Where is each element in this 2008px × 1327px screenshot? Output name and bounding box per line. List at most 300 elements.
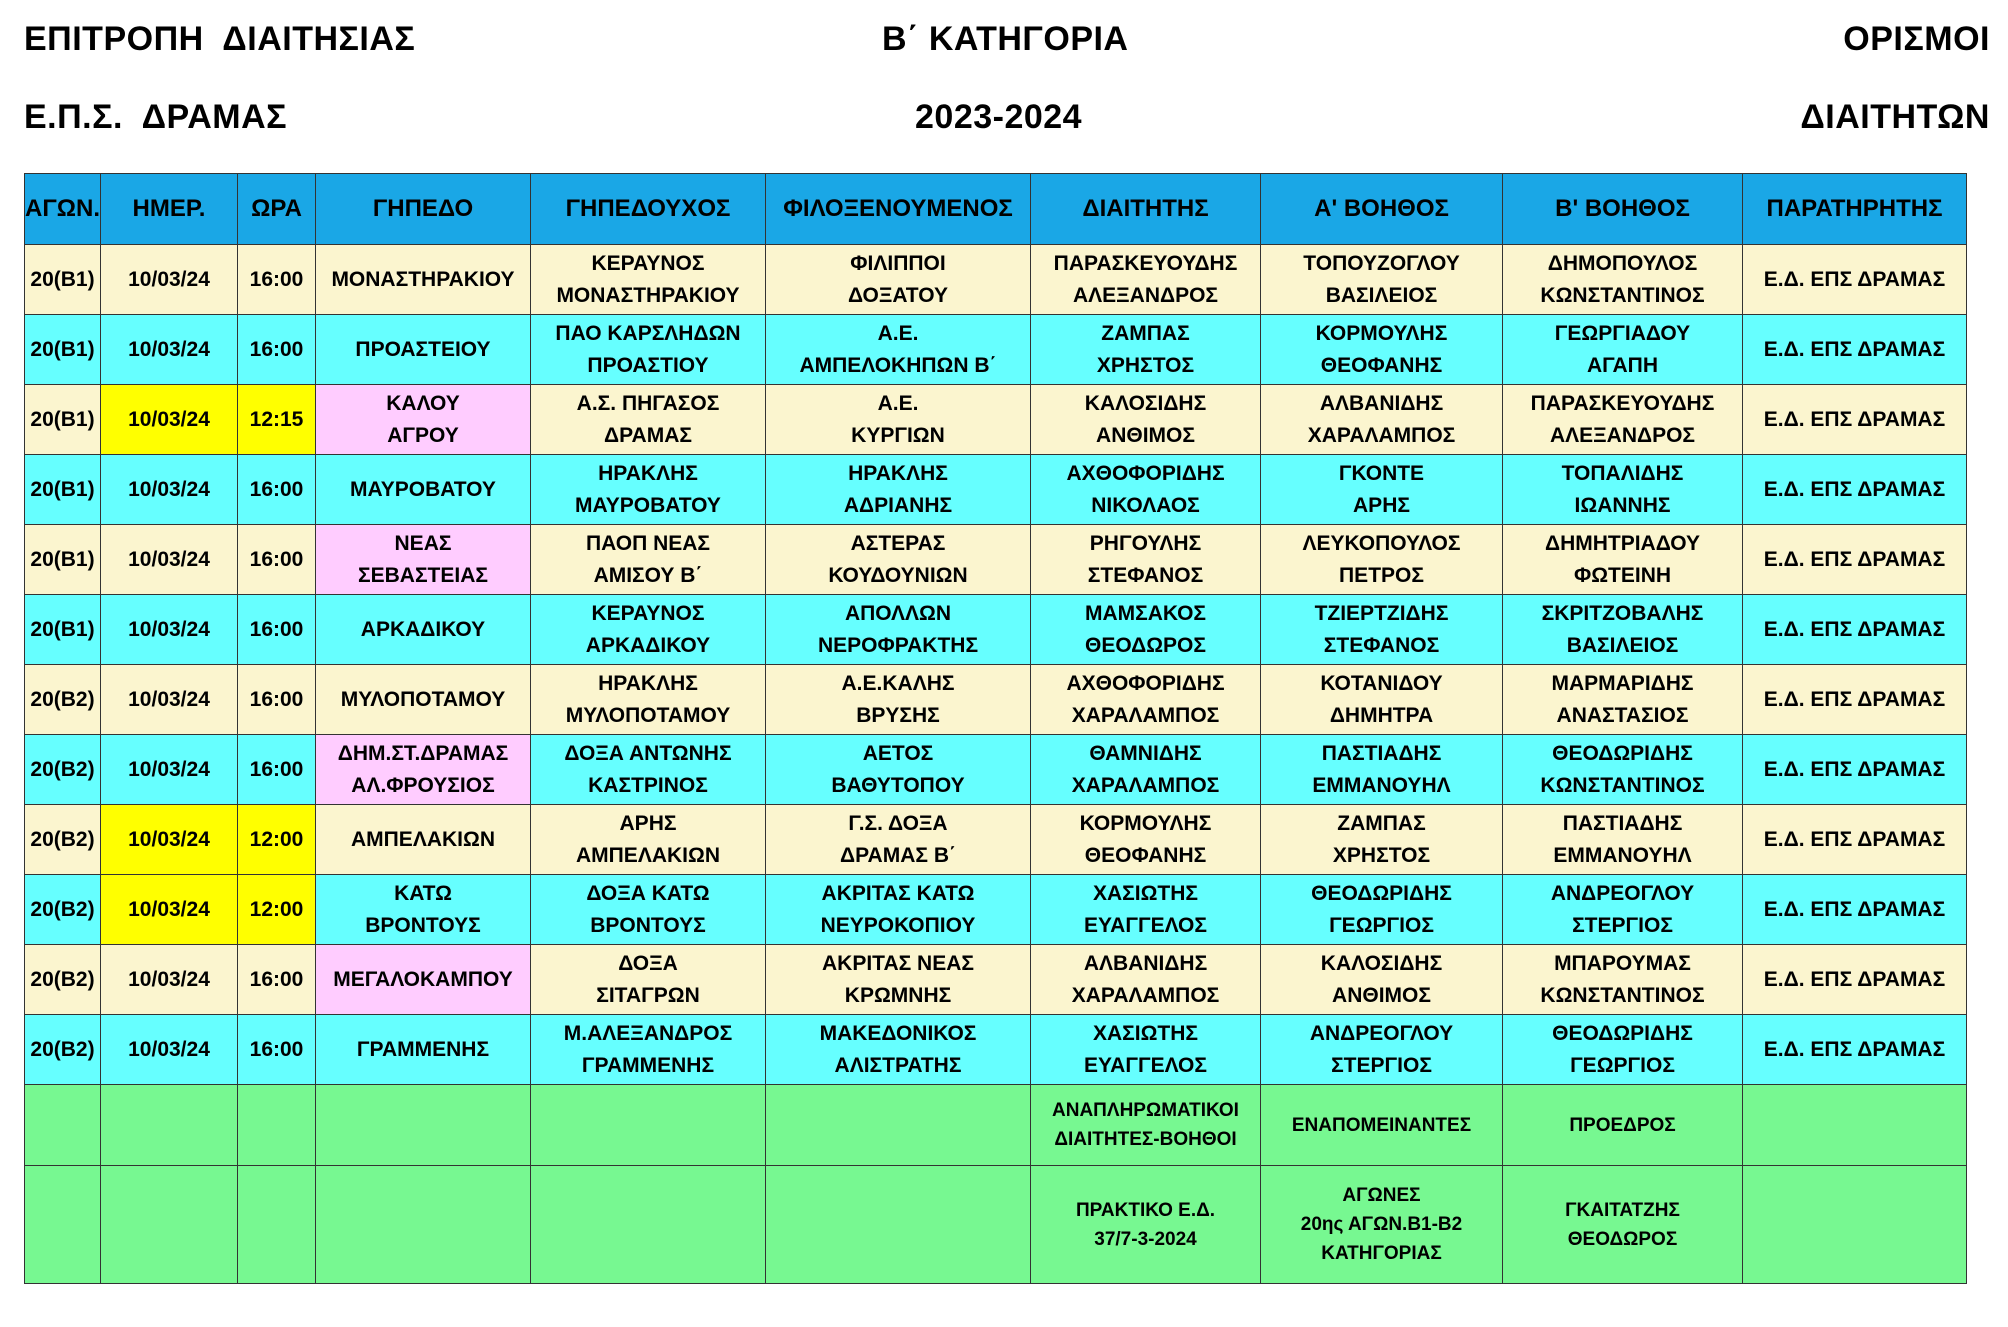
away-team-cell-line: ΗΡΑΚΛΗΣ (848, 461, 948, 485)
referee-cell-line: ΖΑΜΠΑΣ (1101, 321, 1190, 345)
referee-cell-line: ΧΑΡΑΛΑΜΠΟΣ (1071, 983, 1220, 1007)
referee-cell-line: ΑΧΘΟΦΟΡΙΔΗΣ (1066, 461, 1225, 485)
assistant2-cell-line: ΑΝΑΣΤΑΣΙΟΣ (1556, 703, 1689, 727)
date-cell: 10/03/24 (101, 245, 238, 315)
assistant2-cell-line: ΘΕΟΔΩΡΙΔΗΣ (1552, 741, 1693, 765)
time-cell: 16:00 (238, 945, 316, 1015)
assistant1-cell-line: ΖΑΜΠΑΣ (1337, 811, 1426, 835)
assistant2-cell (1503, 945, 1743, 1015)
assistant2-cell (1503, 735, 1743, 805)
table-row (25, 455, 1967, 525)
game-cell: 20(Β2) (25, 945, 101, 1015)
assistant1-cell-line: ΣΤΕΦΑΝΟΣ (1323, 633, 1440, 657)
footer-president-label (1503, 1085, 1743, 1166)
col-header-assistant2: Β' ΒΟΗΘΟΣ (1503, 174, 1743, 245)
away-team-cell (766, 455, 1031, 525)
observer-cell: Ε.Δ. ΕΠΣ ΔΡΑΜΑΣ (1743, 455, 1967, 525)
referee-cell-line: ΧΡΗΣΤΟΣ (1096, 353, 1195, 377)
assistant1-cell-line: ΧΡΗΣΤΟΣ (1332, 843, 1431, 867)
home-team-cell-line: ΠΑΟΠ ΝΕΑΣ (585, 531, 711, 555)
away-team-cell-line: ΔΡΑΜΑΣ Β΄ (840, 843, 956, 867)
assistant2-cell-line: ΠΑΡΑΣΚΕΥΟΥΔΗΣ (1530, 391, 1715, 415)
away-team-cell-line: ΑΣΤΕΡΑΣ (850, 531, 946, 555)
home-team-cell-line: ΑΡΚΑΔΙΚΟΥ (585, 633, 711, 657)
time-cell: 16:00 (238, 245, 316, 315)
assistant2-cell (1503, 455, 1743, 525)
col-header-observer: ΠΑΡΑΤΗΡΗΤΗΣ (1743, 174, 1967, 245)
away-team-cell-line: ΚΥΡΓΙΩΝ (851, 423, 945, 447)
field-cell (316, 875, 531, 945)
header-association: Ε.Π.Σ. ΔΡΑΜΑΣ (24, 98, 288, 136)
home-team-cell-line: ΣΙΤΑΓΡΩΝ (596, 983, 700, 1007)
game-cell: 20(Β2) (25, 805, 101, 875)
footer-substitutes-label (1031, 1085, 1261, 1166)
date-cell: 10/03/24 (101, 875, 238, 945)
game-cell: 20(Β2) (25, 665, 101, 735)
field-cell-line: ΑΛ.ΦΡΟΥΣΙΟΣ (351, 773, 495, 797)
date-cell: 10/03/24 (101, 385, 238, 455)
footer-games-note (1261, 1166, 1503, 1284)
home-team-cell-line: ΒΡΟΝΤΟΥΣ (590, 913, 706, 937)
away-team-cell (766, 1015, 1031, 1085)
home-team-cell (531, 315, 766, 385)
referee-cell (1031, 875, 1261, 945)
footer-empty-cell (101, 1085, 238, 1166)
table-row (25, 945, 1967, 1015)
date-cell: 10/03/24 (101, 525, 238, 595)
field-cell-line: ΜΕΓΑΛΟΚΑΜΠΟΥ (333, 967, 513, 991)
col-header-date: ΗΜΕΡ. (101, 174, 238, 245)
time-cell: 12:00 (238, 875, 316, 945)
home-team-cell-line: ΑΜΙΣΟΥ Β΄ (593, 563, 703, 587)
assistant2-cell-line: ΑΓΑΠΗ (1587, 353, 1658, 377)
footer-text: ΑΝΑΠΛΗΡΩΜΑΤΙΚΟΙ (1052, 1100, 1239, 1121)
footer-empty-cell (238, 1166, 316, 1284)
assistant2-cell (1503, 805, 1743, 875)
assistant2-cell-line: ΚΩΝΣΤΑΝΤΙΝΟΣ (1540, 983, 1705, 1007)
referee-cell-line: ΕΥΑΓΓΕΛΟΣ (1084, 913, 1207, 937)
assistant2-cell (1503, 245, 1743, 315)
assistant1-cell-line: ΑΡΗΣ (1353, 493, 1410, 517)
time-cell: 12:15 (238, 385, 316, 455)
home-team-cell-line: ΜΑΥΡΟΒΑΤΟΥ (575, 493, 721, 517)
assistant1-cell (1261, 595, 1503, 665)
table-row (25, 315, 1967, 385)
time-cell: 16:00 (238, 525, 316, 595)
away-team-cell-line: ΑΚΡΙΤΑΣ ΝΕΑΣ (822, 951, 974, 975)
away-team-cell-line: Α.Ε.ΚΑΛΗΣ (841, 671, 955, 695)
table-row (25, 875, 1967, 945)
assistant1-cell-line: ΣΤΕΡΓΙΟΣ (1331, 1053, 1432, 1077)
assistant2-cell (1503, 665, 1743, 735)
footer-minutes (1031, 1166, 1261, 1284)
footer-empty-cell (25, 1085, 101, 1166)
field-cell (316, 735, 531, 805)
assistant2-cell-line: ΚΩΝΣΤΑΝΤΙΝΟΣ (1540, 283, 1705, 307)
assistant1-cell (1261, 245, 1503, 315)
assistant1-cell (1261, 805, 1503, 875)
footer-empty-cell (101, 1166, 238, 1284)
assistant2-cell-line: ΓΕΩΡΓΙΑΔΟΥ (1554, 321, 1691, 345)
home-team-cell-line: ΜΥΛΟΠΟΤΑΜΟΥ (565, 703, 731, 727)
referee-cell-line: ΚΟΡΜΟΥΛΗΣ (1079, 811, 1212, 835)
assistant2-cell-line: ΠΑΣΤΙΑΔΗΣ (1562, 811, 1683, 835)
assistant2-cell-line: ΤΟΠΑΛΙΔΗΣ (1561, 461, 1684, 485)
header-season: 2023-2024 (915, 98, 1083, 136)
observer-cell: Ε.Δ. ΕΠΣ ΔΡΑΜΑΣ (1743, 595, 1967, 665)
referee-cell-line: ΠΑΡΑΣΚΕΥΟΥΔΗΣ (1053, 251, 1238, 275)
assistant2-cell-line: ΣΤΕΡΓΙΟΣ (1572, 913, 1673, 937)
assistant1-cell-line: ΕΜΜΑΝΟΥΗΛ (1312, 773, 1451, 797)
header-category: Β΄ ΚΑΤΗΓΟΡΙΑ (882, 20, 1129, 58)
away-team-cell (766, 525, 1031, 595)
table-body (25, 245, 1967, 1085)
table-row (25, 245, 1967, 315)
time-cell: 16:00 (238, 315, 316, 385)
footer-text: ΚΑΤΗΓΟΡΙΑΣ (1321, 1243, 1442, 1264)
field-cell (316, 245, 531, 315)
table-row (25, 385, 1967, 455)
field-cell (316, 945, 531, 1015)
assistant2-cell (1503, 315, 1743, 385)
home-team-cell (531, 1015, 766, 1085)
referee-cell-line: ΧΑΡΑΛΑΜΠΟΣ (1071, 703, 1220, 727)
away-team-cell-line: ΑΔΡΙΑΝΗΣ (843, 493, 953, 517)
footer-text: ΘΕΟΔΩΡΟΣ (1567, 1228, 1678, 1250)
referee-cell-line: ΜΑΜΣΑΚΟΣ (1084, 601, 1207, 625)
assistant2-cell-line: ΣΚΡΙΤΖΟΒΑΛΗΣ (1541, 601, 1704, 625)
home-team-cell (531, 805, 766, 875)
away-team-cell-line: ΚΡΩΜΝΗΣ (844, 983, 952, 1007)
date-cell: 10/03/24 (101, 735, 238, 805)
referee-cell (1031, 665, 1261, 735)
assistant1-cell-line: ΑΝΔΡΕΟΓΛΟΥ (1309, 1021, 1454, 1045)
field-cell (316, 665, 531, 735)
assistant2-cell-line: ΙΩΑΝΝΗΣ (1574, 493, 1671, 517)
observer-cell: Ε.Δ. ΕΠΣ ΔΡΑΜΑΣ (1743, 665, 1967, 735)
home-team-cell (531, 875, 766, 945)
footer-text: 37/7-3-2024 (1094, 1228, 1197, 1250)
date-cell: 10/03/24 (101, 315, 238, 385)
assistant1-cell (1261, 315, 1503, 385)
assistant1-cell-line: ΤΟΠΟΥΖΟΓΛΟΥ (1303, 251, 1460, 275)
observer-cell: Ε.Δ. ΕΠΣ ΔΡΑΜΑΣ (1743, 945, 1967, 1015)
observer-cell: Ε.Δ. ΕΠΣ ΔΡΑΜΑΣ (1743, 805, 1967, 875)
footer-text: ΔΙΑΙΤΗΤΕΣ-ΒΟΗΘΟΙ (1054, 1129, 1237, 1150)
assistant2-cell-line: ΒΑΣΙΛΕΙΟΣ (1566, 633, 1679, 657)
away-team-cell (766, 735, 1031, 805)
time-cell: 16:00 (238, 1015, 316, 1085)
table-row (25, 525, 1967, 595)
referee-cell (1031, 455, 1261, 525)
home-team-cell (531, 945, 766, 1015)
assistant1-cell (1261, 1015, 1503, 1085)
referee-assignments-table (24, 173, 1967, 1284)
away-team-cell (766, 875, 1031, 945)
assistant2-cell-line: ΓΕΩΡΓΙΟΣ (1570, 1053, 1675, 1077)
away-team-cell-line: ΔΟΞΑΤΟΥ (847, 283, 948, 307)
field-cell (316, 595, 531, 665)
col-header-away-team: ΦΙΛΟΞΕΝΟΥΜΕΝΟΣ (766, 174, 1031, 245)
assistant2-cell-line: ΜΠΑΡΟΥΜΑΣ (1554, 951, 1691, 975)
referee-cell-line: ΣΤΕΦΑΝΟΣ (1087, 563, 1204, 587)
away-team-cell-line: ΦΙΛΙΠΠΟΙ (850, 251, 946, 275)
footer-empty-cell (766, 1166, 1031, 1284)
col-header-home-team: ΓΗΠΕΔΟΥΧΟΣ (531, 174, 766, 245)
home-team-cell (531, 595, 766, 665)
referee-cell-line: ΧΑΣΙΩΤΗΣ (1092, 1021, 1199, 1045)
away-team-cell (766, 945, 1031, 1015)
referee-cell-line: ΑΧΘΟΦΟΡΙΔΗΣ (1066, 671, 1225, 695)
assistant2-cell-line: ΔΗΜΗΤΡΙΑΔΟΥ (1544, 531, 1701, 555)
table-row (25, 1015, 1967, 1085)
home-team-cell (531, 385, 766, 455)
referee-cell (1031, 735, 1261, 805)
assistant2-cell-line: ΑΝΔΡΕΟΓΛΟΥ (1550, 881, 1695, 905)
footer-row-substitutes (25, 1085, 1967, 1166)
field-cell (316, 525, 531, 595)
assistant2-cell-line: ΘΕΟΔΩΡΙΔΗΣ (1552, 1021, 1693, 1045)
referee-cell-line: ΘΕΟΦΑΝΗΣ (1084, 843, 1207, 867)
assistant1-cell-line: ΚΟΡΜΟΥΛΗΣ (1315, 321, 1448, 345)
assistant1-cell-line: ΑΛΒΑΝΙΔΗΣ (1319, 391, 1444, 415)
field-cell-line: ΒΡΟΝΤΟΥΣ (365, 913, 481, 937)
date-cell: 10/03/24 (101, 945, 238, 1015)
assistant2-cell (1503, 385, 1743, 455)
footer-text: ΓΚΑΙΤΑΤΖΗΣ (1565, 1199, 1680, 1221)
footer-empty-cell (531, 1166, 766, 1284)
game-cell: 20(Β2) (25, 875, 101, 945)
field-cell-line: ΑΓΡΟΥ (387, 423, 459, 447)
away-team-cell-line: Α.Ε. (877, 321, 919, 345)
assistant1-cell-line: ΘΕΟΔΩΡΙΔΗΣ (1311, 881, 1452, 905)
assistant1-cell-line: ΤΖΙΕΡΤΖΙΔΗΣ (1314, 601, 1449, 625)
home-team-cell-line: ΔΟΞΑ ΑΝΤΩΝΗΣ (564, 741, 732, 765)
referee-cell-line: ΑΛΒΑΝΙΔΗΣ (1083, 951, 1208, 975)
field-cell (316, 385, 531, 455)
footer-empty-cell (766, 1085, 1031, 1166)
away-team-cell-line: ΒΡΥΣΗΣ (856, 703, 940, 727)
field-cell-line: ΣΕΒΑΣΤΕΙΑΣ (358, 563, 488, 587)
header-assignments: ΟΡΙΣΜΟΙ (1843, 20, 1990, 58)
header-referees: ΔΙΑΙΤΗΤΩΝ (1800, 98, 1990, 136)
assistant2-cell-line: ΜΑΡΜΑΡΙΔΗΣ (1551, 671, 1694, 695)
table-row (25, 805, 1967, 875)
away-team-cell-line: Γ.Σ. ΔΟΞΑ (848, 811, 948, 835)
assistant1-cell-line: ΒΑΣΙΛΕΙΟΣ (1325, 283, 1438, 307)
footer-row-minutes (25, 1166, 1967, 1284)
home-team-cell-line: Μ.ΑΛΕΞΑΝΔΡΟΣ (563, 1021, 733, 1045)
assistant1-cell-line: ΓΕΩΡΓΙΟΣ (1329, 913, 1434, 937)
away-team-cell (766, 385, 1031, 455)
game-cell: 20(Β1) (25, 595, 101, 665)
observer-cell: Ε.Δ. ΕΠΣ ΔΡΑΜΑΣ (1743, 245, 1967, 315)
table-header-row (25, 174, 1967, 245)
assistant1-cell-line: ΚΑΛΟΣΙΔΗΣ (1320, 951, 1443, 975)
home-team-cell (531, 665, 766, 735)
time-cell: 16:00 (238, 735, 316, 805)
away-team-cell-line: ΚΟΥΔΟΥΝΙΩΝ (828, 563, 968, 587)
assistant1-cell-line: ΠΑΣΤΙΑΔΗΣ (1321, 741, 1442, 765)
referee-cell (1031, 805, 1261, 875)
date-cell: 10/03/24 (101, 595, 238, 665)
assistant1-cell-line: ΑΝΘΙΜΟΣ (1332, 983, 1431, 1007)
assistant1-cell-line: ΠΕΤΡΟΣ (1339, 563, 1424, 587)
away-team-cell-line: ΜΑΚΕΔΟΝΙΚΟΣ (819, 1021, 977, 1045)
away-team-cell-line: ΝΕΡΟΦΡΑΚΤΗΣ (817, 633, 979, 657)
home-team-cell-line: ΓΡΑΜΜΕΝΗΣ (581, 1053, 715, 1077)
table-row (25, 735, 1967, 805)
home-team-cell-line: ΠΡΟΑΣΤΙΟΥ (587, 353, 709, 377)
footer-text: ΠΡΟΕΔΡΟΣ (1569, 1114, 1676, 1136)
field-cell-line: ΜΟΝΑΣΤΗΡΑΚΙΟΥ (331, 267, 515, 291)
home-team-cell (531, 525, 766, 595)
footer-text: 20ης ΑΓΩΝ.Β1-Β2 (1300, 1214, 1463, 1235)
referee-cell-line: ΡΗΓΟΥΛΗΣ (1089, 531, 1202, 555)
field-cell-line: ΑΜΠΕΛΑΚΙΩΝ (350, 827, 495, 851)
away-team-cell-line: ΒΑΘΥΤΟΠΟΥ (831, 773, 965, 797)
home-team-cell (531, 245, 766, 315)
date-cell: 10/03/24 (101, 455, 238, 525)
home-team-cell-line: ΔΟΞΑ (618, 951, 678, 975)
col-header-field: ΓΗΠΕΔΟ (316, 174, 531, 245)
field-cell-line: ΚΑΤΩ (394, 881, 452, 905)
home-team-cell-line: ΚΑΣΤΡΙΝΟΣ (588, 773, 708, 797)
away-team-cell (766, 805, 1031, 875)
home-team-cell (531, 735, 766, 805)
col-header-time: ΩΡΑ (238, 174, 316, 245)
referee-cell-line: ΑΛΕΞΑΝΔΡΟΣ (1072, 283, 1219, 307)
assistant2-cell (1503, 875, 1743, 945)
time-cell: 12:00 (238, 805, 316, 875)
field-cell-line: ΑΡΚΑΔΙΚΟΥ (360, 617, 486, 641)
footer-empty-cell (238, 1085, 316, 1166)
field-cell-line: ΜΑΥΡΟΒΑΤΟΥ (350, 477, 496, 501)
game-cell: 20(Β1) (25, 385, 101, 455)
observer-cell: Ε.Δ. ΕΠΣ ΔΡΑΜΑΣ (1743, 525, 1967, 595)
referee-cell-line: ΘΕΟΔΩΡΟΣ (1085, 633, 1206, 657)
home-team-cell-line: ΚΕΡΑΥΝΟΣ (591, 251, 705, 275)
time-cell: 16:00 (238, 665, 316, 735)
game-cell: 20(Β2) (25, 1015, 101, 1085)
field-cell-line: ΔΗΜ.ΣΤ.ΔΡΑΜΑΣ (337, 741, 509, 765)
assistant2-cell (1503, 595, 1743, 665)
referee-cell (1031, 385, 1261, 455)
assistant1-cell (1261, 875, 1503, 945)
away-team-cell (766, 665, 1031, 735)
field-cell-line: ΠΡΟΑΣΤΕΙΟΥ (355, 337, 491, 361)
footer-president-name (1503, 1166, 1743, 1284)
footer-text: ΕΝΑΠΟΜΕΙΝΑΝΤΕΣ (1291, 1114, 1472, 1136)
field-cell-line: ΚΑΛΟΥ (386, 391, 460, 415)
table-row (25, 595, 1967, 665)
assistant2-cell-line: ΕΜΜΑΝΟΥΗΛ (1553, 843, 1692, 867)
observer-cell: Ε.Δ. ΕΠΣ ΔΡΑΜΑΣ (1743, 385, 1967, 455)
home-team-cell-line: ΔΟΞΑ ΚΑΤΩ (586, 881, 710, 905)
footer-remaining-label (1261, 1085, 1503, 1166)
field-cell-line: ΓΡΑΜΜΕΝΗΣ (356, 1037, 490, 1061)
assistant1-cell (1261, 455, 1503, 525)
footer-empty-cell (1743, 1085, 1967, 1166)
game-cell: 20(Β1) (25, 525, 101, 595)
referee-cell (1031, 945, 1261, 1015)
away-team-cell (766, 595, 1031, 665)
col-header-game: ΑΓΩΝ. (25, 174, 101, 245)
home-team-cell-line: ΑΡΗΣ (619, 811, 677, 835)
assistant1-cell-line: ΛΕΥΚΟΠΟΥΛΟΣ (1302, 531, 1461, 555)
assistant1-cell-line: ΧΑΡΑΛΑΜΠΟΣ (1307, 423, 1456, 447)
assistant1-cell-line: ΔΗΜΗΤΡΑ (1329, 703, 1434, 727)
assistant1-cell (1261, 735, 1503, 805)
assistant1-cell (1261, 665, 1503, 735)
referee-cell-line: ΘΑΜΝΙΔΗΣ (1089, 741, 1202, 765)
referee-cell-line: ΧΑΡΑΛΑΜΠΟΣ (1071, 773, 1220, 797)
game-cell: 20(Β1) (25, 245, 101, 315)
home-team-cell-line: ΗΡΑΚΛΗΣ (598, 461, 698, 485)
referee-cell-line: ΕΥΑΓΓΕΛΟΣ (1084, 1053, 1207, 1077)
observer-cell: Ε.Δ. ΕΠΣ ΔΡΑΜΑΣ (1743, 1015, 1967, 1085)
away-team-cell (766, 245, 1031, 315)
referee-cell (1031, 595, 1261, 665)
home-team-cell-line: ΔΡΑΜΑΣ (604, 423, 692, 447)
referee-cell-line: ΑΝΘΙΜΟΣ (1096, 423, 1195, 447)
assistant2-cell-line: ΑΛΕΞΑΝΔΡΟΣ (1549, 423, 1696, 447)
footer-empty-cell (316, 1166, 531, 1284)
field-cell (316, 315, 531, 385)
assistant2-cell (1503, 525, 1743, 595)
field-cell-line: ΜΥΛΟΠΟΤΑΜΟΥ (340, 687, 506, 711)
date-cell: 10/03/24 (101, 805, 238, 875)
date-cell: 10/03/24 (101, 665, 238, 735)
assistant1-cell (1261, 525, 1503, 595)
away-team-cell (766, 315, 1031, 385)
referee-cell (1031, 315, 1261, 385)
date-cell: 10/03/24 (101, 1015, 238, 1085)
footer-empty-cell (316, 1085, 531, 1166)
game-cell: 20(Β1) (25, 315, 101, 385)
field-cell (316, 455, 531, 525)
time-cell: 16:00 (238, 455, 316, 525)
home-team-cell-line: Α.Σ. ΠΗΓΑΣΟΣ (576, 391, 720, 415)
observer-cell: Ε.Δ. ΕΠΣ ΔΡΑΜΑΣ (1743, 315, 1967, 385)
away-team-cell-line: ΑΠΟΛΛΩΝ (844, 601, 952, 625)
assistant2-cell-line: ΔΗΜΟΠΟΥΛΟΣ (1547, 251, 1698, 275)
observer-cell: Ε.Δ. ΕΠΣ ΔΡΑΜΑΣ (1743, 875, 1967, 945)
referee-cell-line: ΝΙΚΟΛΑΟΣ (1091, 493, 1200, 517)
referee-cell-line: ΧΑΣΙΩΤΗΣ (1092, 881, 1199, 905)
time-cell: 16:00 (238, 595, 316, 665)
footer-text: ΠΡΑΚΤΙΚΟ Ε.Δ. (1075, 1199, 1216, 1221)
home-team-cell-line: ΗΡΑΚΛΗΣ (598, 671, 698, 695)
home-team-cell-line: ΑΜΠΕΛΑΚΙΩΝ (575, 843, 720, 867)
home-team-cell (531, 455, 766, 525)
assistant2-cell-line: ΚΩΝΣΤΑΝΤΙΝΟΣ (1540, 773, 1705, 797)
away-team-cell-line: ΑΚΡΙΤΑΣ ΚΑΤΩ (821, 881, 975, 905)
away-team-cell-line: ΑΛΙΣΤΡΑΤΗΣ (834, 1053, 962, 1077)
away-team-cell-line: ΑΕΤΟΣ (862, 741, 934, 765)
field-cell (316, 1015, 531, 1085)
home-team-cell-line: ΜΟΝΑΣΤΗΡΑΚΙΟΥ (556, 283, 740, 307)
table-row (25, 665, 1967, 735)
field-cell (316, 805, 531, 875)
footer-empty-cell (531, 1085, 766, 1166)
game-cell: 20(Β1) (25, 455, 101, 525)
referee-cell-line: ΚΑΛΟΣΙΔΗΣ (1084, 391, 1207, 415)
game-cell: 20(Β2) (25, 735, 101, 805)
home-team-cell-line: ΚΕΡΑΥΝΟΣ (591, 601, 705, 625)
assistant1-cell-line: ΘΕΟΦΑΝΗΣ (1320, 353, 1443, 377)
assistant1-cell-line: ΚΟΤΑΝΙΔΟΥ (1320, 671, 1443, 695)
